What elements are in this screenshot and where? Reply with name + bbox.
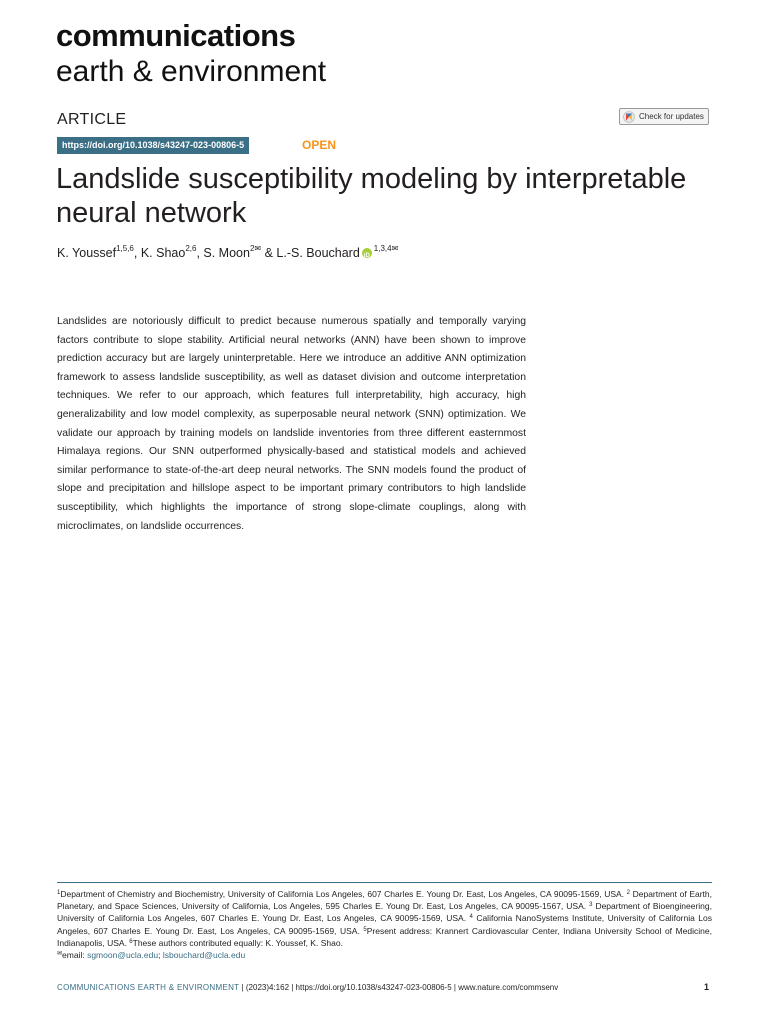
- check-updates-label: Check for updates: [639, 112, 704, 121]
- article-title: Landslide susceptibility modeling by interpretable neural network: [56, 163, 687, 229]
- footer-citation: | (2023)4:162 | https://doi.org/10.1038/s43247-023-00806-5 | www.nature.com/commsenv: [239, 983, 559, 992]
- footnote-text: California NanoSystems Institute, University of California Los Angeles, 607 Charles E. Young Dr. East, Los Angeles, CA 90095-1569, USA.: [57, 913, 712, 936]
- author-affiliation: 1,3,4✉: [373, 244, 399, 253]
- footnote-text: Present address: Krannert Cardiovascular Center, Indiana University School of Medicine, Indianapolis, USA.: [57, 925, 712, 948]
- author-separator: ,: [196, 246, 204, 260]
- crossmark-icon: [623, 111, 635, 123]
- footnote-text: Department of Chemistry and Biochemistry, University of California Los Angeles, 607 Charles E. Young Dr. East, Los Angeles, CA 90095-1569, USA.: [60, 889, 627, 899]
- open-access-label: OPEN: [302, 138, 337, 152]
- email-link-moon[interactable]: sgmoon@ucla.edu: [87, 950, 159, 961]
- doi-link[interactable]: https://doi.org/10.1038/s43247-023-00806-5: [57, 137, 249, 154]
- email-label: email:: [62, 950, 88, 961]
- email-icon: ✉: [57, 951, 63, 958]
- footnote-text: Department of Earth, Planetary, and Space Sciences, University of California, Los Angeles, 595 Charles E. Young Dr. East, Los Angeles, CA 90095-1567, USA.: [57, 889, 712, 912]
- footnote-divider: [57, 882, 712, 883]
- author-list: [57, 244, 398, 262]
- abstract: Landslides are notoriously difficult to predict because numerous spatially and temporally varying factors contribute to slope stability. Artificial neural networks (ANN) have been shown to improve prediction accuracy but are largely uninterpretable. Here we introduce an additive ANN optimization framework to assess landslide susceptibility, as well as dataset division and outcome interpretation techniques. We refer to our approach, which features full interpretability, high accuracy, high generalizability and low model complexity, as superposable neural network (SNN) optimization. We validate our approach by training models on landslide inventories from three different easternmost Himalaya regions. Our SNN outperformed physically-based and statistical models and achieved similar performance to state-of-the-art deep neural networks. The SNN models found the product of slope and precipitation and hillslope aspect to be important primary contributors to high landslide susceptibility, which highlights the importance of strong slope-climate couplings, along with microclimates, on landslide occurrences.: [57, 316, 526, 532]
- footnote-text: These authors contributed equally: K. Youssef, K. Shao.: [132, 937, 343, 948]
- email-link-bouchard[interactable]: lsbouchard@ucla.edu: [162, 950, 246, 961]
- footnote-number: 4: [469, 914, 473, 921]
- author-affiliation: 1,5,6: [116, 244, 134, 253]
- author-affiliation: 2,6: [185, 244, 197, 253]
- orcid-glyph: iD: [363, 253, 370, 259]
- journal-subtitle: earth & environment: [56, 55, 327, 88]
- article-type: ARTICLE: [57, 111, 127, 128]
- author-name[interactable]: K. Youssef: [57, 246, 117, 260]
- footnote-number: 1: [57, 890, 61, 896]
- page-footer: [57, 982, 558, 994]
- orcid-icon[interactable]: [362, 248, 372, 258]
- footnote-number: 6: [129, 938, 133, 945]
- check-for-updates-button[interactable]: [619, 108, 709, 125]
- footnote-number: 5: [363, 926, 367, 933]
- author-separator: ,: [133, 246, 141, 260]
- footnote-text: Department of Bioengineering, University of California Los Angeles, 607 Charles E. Young Dr. East, Los Angeles, CA 90095-1569, USA.: [57, 901, 712, 924]
- email-separator: ;: [158, 950, 163, 961]
- page-number: 1: [704, 982, 710, 992]
- footnote-number: 2: [626, 890, 630, 896]
- author-separator: &: [261, 246, 277, 260]
- affiliations-footnote: [57, 888, 712, 961]
- footer-journal: COMMUNICATIONS EARTH & ENVIRONMENT: [57, 983, 240, 992]
- author-name[interactable]: L.-S. Bouchard: [276, 246, 360, 260]
- author-name[interactable]: K. Shao: [140, 246, 186, 260]
- author-name[interactable]: S. Moon: [203, 246, 250, 260]
- footnote-number: 3: [589, 902, 593, 909]
- author-affiliation: 2✉: [249, 244, 262, 253]
- journal-name: communications: [56, 18, 296, 53]
